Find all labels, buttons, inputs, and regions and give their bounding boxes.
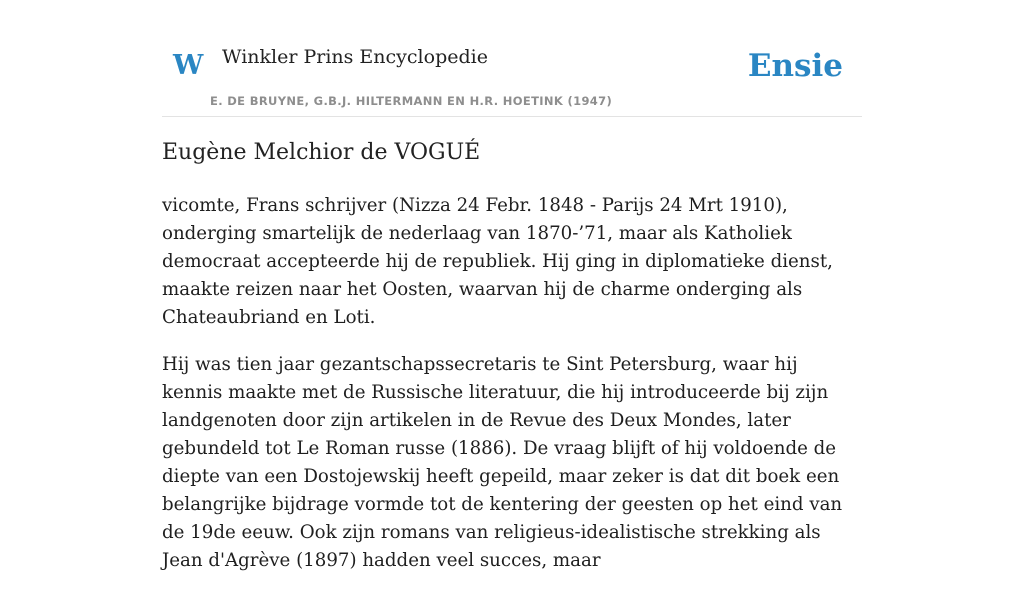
article-body (162, 192, 862, 594)
article-paragraph: Hij was tien jaar gezantschapssecretaris te Sint Petersburg, waar hij kennis maakte met de Russische literatuur, die hij introduceerde bij zijn landgenoten door zijn artikelen in de Revue des Deux Mondes, later gebundeld tot Le Roman russe (1886). De vraag blijft of hij voldoende de diepte van een Dostojewskij heeft gepeild, maar zeker is dat dit boek een belangrijke bijdrage vormde tot de kentering der geesten op het eind van de 19de eeuw. Ook zijn romans van religieus-idealistische strekking als Jean d'Agrève (1897) hadden veel succes, maar (162, 354, 843, 571)
header (162, 0, 862, 117)
brand-logo[interactable]: Ensie (747, 48, 843, 84)
book-title[interactable]: Winkler Prins Encyclopedie (222, 46, 488, 68)
encyclopedia-logo[interactable]: W (173, 50, 204, 81)
article-paragraph: vicomte, Frans schrijver (Nizza 24 Febr. 1848 - Parijs 24 Mrt 1910), onderging smartelijk de nederlaag van 1870-’71, maar als Katholiek democraat accepteerde hij de republiek. Hij ging in diplomatieke dienst, maakte reizen naar het Oosten, waarvan hij de charme onderging als Chateaubriand en Loti. (162, 195, 833, 328)
article-title: Eugène Melchior de VOGUÉ (162, 140, 481, 165)
page-container (162, 0, 862, 571)
book-authors: E. DE BRUYNE, G.B.J. HILTERMANN EN H.R. HOETINK (1947) (210, 94, 613, 108)
